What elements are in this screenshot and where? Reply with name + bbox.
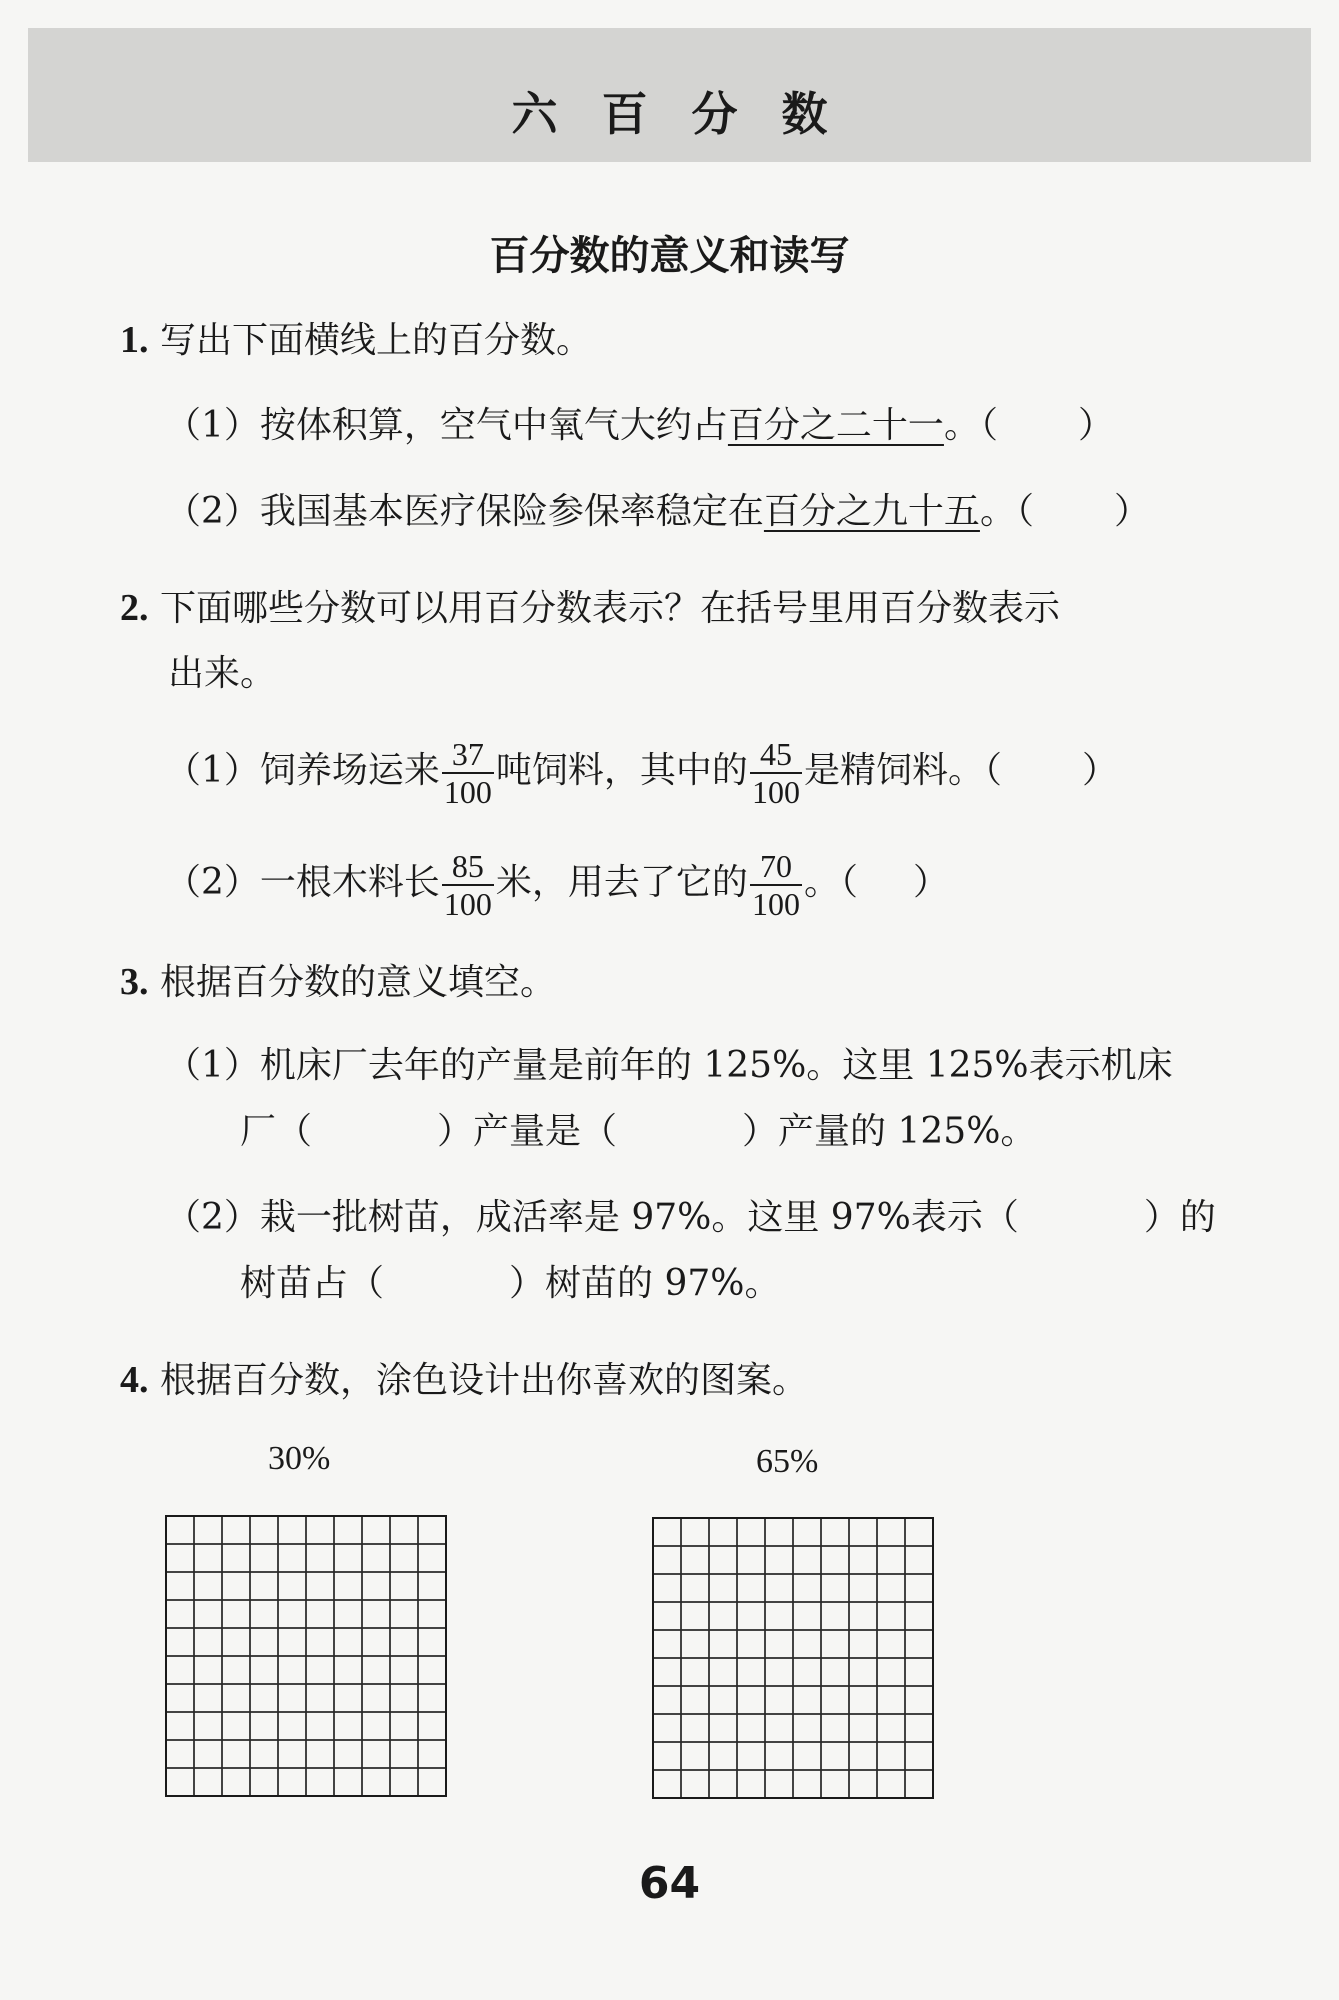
chapter-title-char: 百: [601, 87, 648, 141]
grid-cell[interactable]: [166, 1740, 194, 1768]
grid-cell[interactable]: [334, 1572, 362, 1600]
q2-item-1-label: （1）: [165, 750, 260, 791]
grid-cell[interactable]: [250, 1712, 278, 1740]
q2-prompt-line-2: 出来。: [168, 653, 277, 694]
grid-cell[interactable]: [418, 1656, 446, 1684]
grid-cell[interactable]: [765, 1518, 793, 1546]
grid-cell[interactable]: [418, 1544, 446, 1572]
grid-cell[interactable]: [849, 1742, 877, 1770]
q2-item-1-close: ）: [1081, 750, 1118, 791]
fraction-numerator: 37: [451, 736, 484, 772]
grid-cell[interactable]: [877, 1742, 905, 1770]
grid-cell[interactable]: [849, 1546, 877, 1574]
grid-cell[interactable]: [765, 1714, 793, 1742]
grid-cell[interactable]: [362, 1516, 390, 1544]
grid-cell[interactable]: [793, 1686, 821, 1714]
q1-prompt-line: [120, 318, 592, 363]
chapter-title-char: 数: [781, 87, 828, 141]
grid-cell[interactable]: [166, 1544, 194, 1572]
fraction: [442, 848, 494, 922]
grid-cell[interactable]: [390, 1740, 418, 1768]
grid-cell[interactable]: [849, 1714, 877, 1742]
grid-cell[interactable]: [306, 1544, 334, 1572]
grid-cell[interactable]: [166, 1572, 194, 1600]
grid-cell[interactable]: [362, 1600, 390, 1628]
grid-cell[interactable]: [334, 1684, 362, 1712]
q3-item-1-line-2: [240, 1110, 1036, 1154]
chapter-title-char: 六: [511, 87, 558, 141]
q2-prompt-1: 下面哪些分数可以用百分数表示？在括号里用百分数表示: [159, 588, 1060, 629]
grid-cell[interactable]: [194, 1740, 222, 1768]
q3-item-2-line-2: [240, 1262, 780, 1306]
grid-cell[interactable]: [418, 1712, 446, 1740]
grid-cell[interactable]: [278, 1656, 306, 1684]
grid-cell[interactable]: [250, 1768, 278, 1796]
grid-cell[interactable]: [362, 1628, 390, 1656]
grid-cell[interactable]: [905, 1770, 933, 1798]
q1-item-2: [165, 490, 1150, 534]
grid-cell[interactable]: [334, 1712, 362, 1740]
grid-cell[interactable]: [278, 1628, 306, 1656]
grid-cell[interactable]: [737, 1742, 765, 1770]
grid-cell[interactable]: [905, 1602, 933, 1630]
grid-cell[interactable]: [877, 1630, 905, 1658]
grid-cell[interactable]: [362, 1544, 390, 1572]
coloring-grid-30[interactable]: [165, 1515, 447, 1797]
grid-cell[interactable]: [278, 1600, 306, 1628]
grid-cell[interactable]: [334, 1600, 362, 1628]
grid-cell[interactable]: [653, 1630, 681, 1658]
grid-cell[interactable]: [905, 1742, 933, 1770]
grid-cell[interactable]: [821, 1574, 849, 1602]
grid-cell[interactable]: [765, 1686, 793, 1714]
q2-item-2-text-2: 米，用去了它的: [495, 862, 748, 903]
grid-cell[interactable]: [709, 1602, 737, 1630]
grid-cell[interactable]: [653, 1658, 681, 1686]
q1-item-2-text: 我国基本医疗保险参保率稳定在: [259, 491, 764, 532]
grid-cell[interactable]: [709, 1714, 737, 1742]
grid-cell[interactable]: [362, 1740, 390, 1768]
grid-cell[interactable]: [362, 1572, 390, 1600]
grid-cell[interactable]: [877, 1518, 905, 1546]
chapter-banner: [28, 28, 1311, 162]
grid-cell[interactable]: [737, 1518, 765, 1546]
grid-cell[interactable]: [793, 1658, 821, 1686]
grid-cell[interactable]: [905, 1686, 933, 1714]
grid-cell[interactable]: [222, 1600, 250, 1628]
q3-prompt-line: [120, 960, 556, 1005]
grid-cell[interactable]: [793, 1630, 821, 1658]
grid-cell[interactable]: [765, 1602, 793, 1630]
grid-cell[interactable]: [222, 1712, 250, 1740]
q3-item-2-text-a: 栽一批树苗，成活率是 97%。这里 97%表示（: [259, 1197, 1019, 1238]
grid-cell[interactable]: [709, 1630, 737, 1658]
grid-cell[interactable]: [250, 1740, 278, 1768]
grid-cell[interactable]: [877, 1658, 905, 1686]
grid-cell[interactable]: [653, 1770, 681, 1798]
fraction-denominator: 100: [751, 886, 800, 922]
grid-cell[interactable]: [821, 1742, 849, 1770]
grid-cell[interactable]: [306, 1572, 334, 1600]
q2-number: 2.: [120, 587, 149, 629]
q3-number: 3.: [120, 961, 149, 1003]
grid-cell[interactable]: [334, 1544, 362, 1572]
grid-cell[interactable]: [737, 1602, 765, 1630]
grid-cell[interactable]: [737, 1686, 765, 1714]
grid-cell[interactable]: [821, 1770, 849, 1798]
fraction-denominator: 100: [751, 774, 800, 810]
grid-cell[interactable]: [390, 1768, 418, 1796]
grid-cell[interactable]: [334, 1656, 362, 1684]
grid-cell[interactable]: [905, 1630, 933, 1658]
q1-item-1-label: （1）: [165, 405, 260, 446]
q2-item-1: [165, 726, 1118, 816]
grid-cell[interactable]: [166, 1712, 194, 1740]
fraction-numerator: 85: [451, 848, 484, 884]
grid-cell[interactable]: [877, 1770, 905, 1798]
grid-cell[interactable]: [709, 1658, 737, 1686]
grid-cell[interactable]: [278, 1740, 306, 1768]
grid-cell[interactable]: [877, 1546, 905, 1574]
q1-item-1-text: 按体积算，空气中氧气大约占: [259, 405, 728, 446]
q2-item-1-text-2: 吨饲料，其中的: [495, 750, 748, 791]
grid-cell[interactable]: [306, 1740, 334, 1768]
q1-item-2-label: （2）: [165, 491, 260, 532]
grid-cell[interactable]: [653, 1574, 681, 1602]
grid-cell[interactable]: [821, 1630, 849, 1658]
fraction-numerator: 45: [759, 736, 792, 772]
grid-cell[interactable]: [849, 1574, 877, 1602]
grid-cell[interactable]: [793, 1518, 821, 1546]
grid-cell[interactable]: [765, 1742, 793, 1770]
grid-cell[interactable]: [737, 1574, 765, 1602]
grid-cell[interactable]: [194, 1572, 222, 1600]
grid-cell[interactable]: [905, 1546, 933, 1574]
grid-cell[interactable]: [278, 1684, 306, 1712]
grid-cell[interactable]: [166, 1600, 194, 1628]
grid-cell[interactable]: [653, 1518, 681, 1546]
fraction: [442, 736, 494, 810]
coloring-grid-65[interactable]: [652, 1517, 934, 1799]
grid-cell[interactable]: [390, 1516, 418, 1544]
grid-cell[interactable]: [306, 1516, 334, 1544]
q1-number: 1.: [120, 319, 149, 361]
grid-cell[interactable]: [306, 1628, 334, 1656]
grid-1-percent-label: 30%: [268, 1440, 331, 1477]
grid-cell[interactable]: [418, 1768, 446, 1796]
grid-cell[interactable]: [681, 1602, 709, 1630]
grid-cell[interactable]: [681, 1630, 709, 1658]
grid-cell[interactable]: [905, 1574, 933, 1602]
grid-cell[interactable]: [821, 1546, 849, 1574]
grid-cell[interactable]: [250, 1600, 278, 1628]
grid-cell[interactable]: [849, 1770, 877, 1798]
q3-prompt: 根据百分数的意义填空。: [159, 962, 556, 1003]
grid-cell[interactable]: [166, 1684, 194, 1712]
grid-cell[interactable]: [905, 1714, 933, 1742]
grid-cell[interactable]: [681, 1658, 709, 1686]
grid-cell[interactable]: [278, 1572, 306, 1600]
grid-cell[interactable]: [250, 1516, 278, 1544]
q4-prompt-line: [120, 1358, 808, 1403]
section-title: 百分数的意义和读写: [489, 233, 850, 279]
grid-cell[interactable]: [681, 1686, 709, 1714]
grid-cell[interactable]: [250, 1684, 278, 1712]
grid-cell[interactable]: [821, 1714, 849, 1742]
q1-item-1-close: ）: [1077, 405, 1114, 446]
grid-cell[interactable]: [793, 1546, 821, 1574]
grid-cell[interactable]: [821, 1658, 849, 1686]
grid-cell[interactable]: [653, 1742, 681, 1770]
grid-cell[interactable]: [222, 1684, 250, 1712]
grid-cell[interactable]: [194, 1712, 222, 1740]
grid-cell[interactable]: [821, 1602, 849, 1630]
grid-cell[interactable]: [250, 1656, 278, 1684]
page-number: 64: [638, 1858, 701, 1909]
grid-cell[interactable]: [877, 1574, 905, 1602]
grid-cell[interactable]: [306, 1768, 334, 1796]
fraction-numerator: 70: [759, 848, 792, 884]
grid-cell[interactable]: [278, 1544, 306, 1572]
grid-cell[interactable]: [709, 1770, 737, 1798]
grid-cell[interactable]: [362, 1768, 390, 1796]
q4-prompt: 根据百分数，涂色设计出你喜欢的图案。: [159, 1360, 808, 1401]
grid-cell[interactable]: [653, 1714, 681, 1742]
chapter-title: [28, 78, 1311, 144]
grid-cell[interactable]: [737, 1714, 765, 1742]
grid-cell[interactable]: [390, 1656, 418, 1684]
grid-cell[interactable]: [334, 1740, 362, 1768]
q3-item-1-line-1: [165, 1044, 1173, 1088]
grid-cell[interactable]: [765, 1630, 793, 1658]
grid-cell[interactable]: [793, 1574, 821, 1602]
grid-cell[interactable]: [166, 1516, 194, 1544]
grid-cell[interactable]: [194, 1516, 222, 1544]
grid-cell[interactable]: [765, 1574, 793, 1602]
grid-cell[interactable]: [194, 1684, 222, 1712]
q2-item-2-text-3: 。（: [803, 862, 858, 903]
grid-cell[interactable]: [849, 1686, 877, 1714]
q3-item-1-label: （1）: [165, 1045, 260, 1086]
grid-cell[interactable]: [849, 1658, 877, 1686]
q1-item-2-close: ）: [1113, 491, 1150, 532]
grid-cell[interactable]: [194, 1628, 222, 1656]
q3-item-2-text-c: 树苗占（: [240, 1263, 385, 1304]
grid-cell[interactable]: [222, 1572, 250, 1600]
grid-cell[interactable]: [709, 1518, 737, 1546]
grid-cell[interactable]: [306, 1684, 334, 1712]
grid-cell[interactable]: [877, 1602, 905, 1630]
grid-cell[interactable]: [905, 1518, 933, 1546]
q4-number: 4.: [120, 1359, 149, 1401]
q3-item-1-text-b: ）产量是（: [437, 1111, 618, 1152]
fraction: [750, 736, 802, 810]
grid-cell[interactable]: [681, 1742, 709, 1770]
grid-cell[interactable]: [793, 1742, 821, 1770]
q1-item-1-open: 。（: [943, 405, 998, 446]
grid-cell[interactable]: [418, 1740, 446, 1768]
q2-item-2-text-1: 一根木料长: [259, 862, 440, 903]
grid-cell[interactable]: [306, 1656, 334, 1684]
grid-cell[interactable]: [793, 1770, 821, 1798]
grid-2-percent-label: 65%: [756, 1443, 819, 1480]
q3-item-2-text-d: ）树苗的 97%。: [509, 1263, 781, 1304]
q2-item-2-close: ）: [912, 862, 949, 903]
grid-cell[interactable]: [905, 1658, 933, 1686]
grid-cell[interactable]: [737, 1770, 765, 1798]
grid-cell[interactable]: [194, 1656, 222, 1684]
grid-cell[interactable]: [681, 1770, 709, 1798]
grid-cell[interactable]: [362, 1712, 390, 1740]
grid-cell[interactable]: [765, 1770, 793, 1798]
grid-cell[interactable]: [362, 1656, 390, 1684]
grid-cell[interactable]: [194, 1768, 222, 1796]
grid-cell[interactable]: [681, 1714, 709, 1742]
grid-cell[interactable]: [877, 1714, 905, 1742]
grid-cell[interactable]: [681, 1574, 709, 1602]
grid-cell[interactable]: [737, 1658, 765, 1686]
grid-cell[interactable]: [765, 1658, 793, 1686]
grid-cell[interactable]: [194, 1544, 222, 1572]
grid-cell[interactable]: [821, 1518, 849, 1546]
grid-cell[interactable]: [250, 1628, 278, 1656]
grid-cell[interactable]: [222, 1740, 250, 1768]
chapter-title-char: 分: [691, 87, 738, 141]
grid-cell[interactable]: [877, 1686, 905, 1714]
grid-cell[interactable]: [709, 1686, 737, 1714]
grid-cell[interactable]: [166, 1656, 194, 1684]
grid-cell[interactable]: [653, 1686, 681, 1714]
q3-item-1-text-c: ）产量的 125%。: [742, 1111, 1037, 1152]
grid-cell[interactable]: [849, 1518, 877, 1546]
fraction-denominator: 100: [443, 886, 492, 922]
grid-cell[interactable]: [222, 1628, 250, 1656]
grid-cell[interactable]: [653, 1546, 681, 1574]
grid-cell[interactable]: [737, 1546, 765, 1574]
q1-item-1: [165, 404, 1114, 448]
grid-cell[interactable]: [737, 1630, 765, 1658]
grid-cell[interactable]: [166, 1628, 194, 1656]
grid-cell[interactable]: [418, 1628, 446, 1656]
grid-cell[interactable]: [334, 1516, 362, 1544]
grid-cell[interactable]: [709, 1546, 737, 1574]
grid-cell[interactable]: [390, 1628, 418, 1656]
q3-item-2-text-b: ）的: [1143, 1197, 1216, 1238]
grid-cell[interactable]: [306, 1600, 334, 1628]
grid-cell[interactable]: [222, 1544, 250, 1572]
q2-item-2: [165, 838, 949, 928]
q3-item-2-label: （2）: [165, 1197, 260, 1238]
grid-cell[interactable]: [334, 1628, 362, 1656]
q2-prompt-line-1: [120, 586, 1060, 631]
grid-cell[interactable]: [194, 1600, 222, 1628]
grid-cell[interactable]: [418, 1684, 446, 1712]
grid-cell[interactable]: [278, 1712, 306, 1740]
grid-cell[interactable]: [250, 1544, 278, 1572]
grid-cell[interactable]: [681, 1546, 709, 1574]
q3-item-1-text: 机床厂去年的产量是前年的 125%。这里 125%表示机床: [259, 1045, 1173, 1086]
grid-cell[interactable]: [334, 1768, 362, 1796]
grid-cell[interactable]: [653, 1602, 681, 1630]
grid-cell[interactable]: [793, 1602, 821, 1630]
fraction-denominator: 100: [443, 774, 492, 810]
fraction: [750, 848, 802, 922]
grid-cell[interactable]: [793, 1714, 821, 1742]
q1-item-1-underlined: 百分之二十一: [727, 405, 944, 446]
grid-cell[interactable]: [681, 1518, 709, 1546]
q3-item-2-line-1: [165, 1196, 1216, 1240]
grid-cell[interactable]: [222, 1516, 250, 1544]
grid-cell[interactable]: [222, 1768, 250, 1796]
grid-cell[interactable]: [390, 1684, 418, 1712]
grid-cell[interactable]: [849, 1630, 877, 1658]
q2-item-1-text-3: 是精饲料。（: [803, 750, 1002, 791]
grid-cell[interactable]: [709, 1742, 737, 1770]
grid-cell[interactable]: [821, 1686, 849, 1714]
grid-cell[interactable]: [390, 1544, 418, 1572]
q1-item-2-open: 。（: [979, 491, 1034, 532]
grid-cell[interactable]: [418, 1600, 446, 1628]
grid-cell[interactable]: [250, 1572, 278, 1600]
grid-cell[interactable]: [390, 1572, 418, 1600]
q2-item-2-label: （2）: [165, 862, 260, 903]
grid-cell[interactable]: [418, 1572, 446, 1600]
grid-cell[interactable]: [306, 1712, 334, 1740]
grid-cell[interactable]: [362, 1684, 390, 1712]
grid-cell[interactable]: [390, 1600, 418, 1628]
grid-cell[interactable]: [390, 1712, 418, 1740]
grid-cell[interactable]: [849, 1602, 877, 1630]
grid-cell[interactable]: [418, 1516, 446, 1544]
q2-item-1-text-1: 饲养场运来: [259, 750, 440, 791]
grid-cell[interactable]: [222, 1656, 250, 1684]
grid-cell[interactable]: [709, 1574, 737, 1602]
grid-cell[interactable]: [765, 1546, 793, 1574]
grid-cell[interactable]: [278, 1516, 306, 1544]
q3-item-1-text-a: 厂（: [240, 1111, 313, 1152]
q1-prompt: 写出下面横线上的百分数。: [159, 320, 592, 361]
grid-cell[interactable]: [166, 1768, 194, 1796]
q1-item-2-underlined: 百分之九十五: [763, 491, 980, 532]
grid-cell[interactable]: [278, 1768, 306, 1796]
